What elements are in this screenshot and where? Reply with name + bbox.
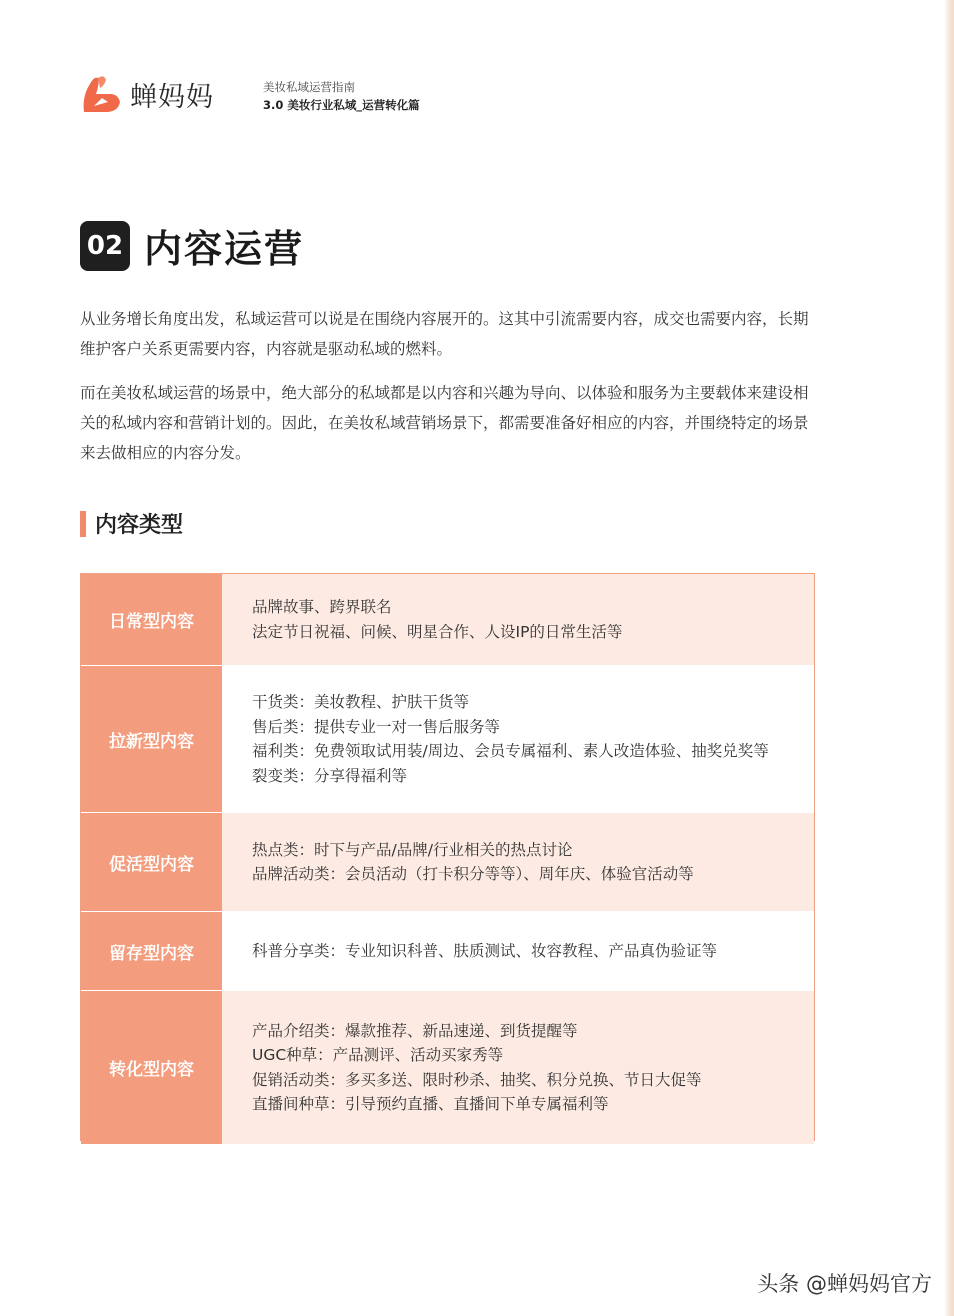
- row-label: 留存型内容: [81, 912, 222, 990]
- row-line: 福利类：免费领取试用装/周边、会员专属福利、素人改造体验、抽奖兑奖等: [252, 742, 769, 760]
- page-edge-strip: [944, 0, 954, 1316]
- guide-title: 美妆私域运营指南: [263, 80, 355, 94]
- row-line: 直播间种草：引导预约直播、直播间下单专属福利等: [252, 1095, 609, 1113]
- row-label: 拉新型内容: [81, 666, 222, 812]
- brand-name: 蝉妈妈: [130, 81, 214, 113]
- row-line: 售后类：提供专业一对一售后服务等: [252, 717, 501, 736]
- intro-paragraph-1: 从业务增长角度出发，私域运营可以说是在围绕内容展开的。这其中引流需要内容，成交也需要内容，长期维护客户关系更需要内容，内容就是驱动私域的燃料。: [80, 310, 809, 358]
- section-number-badge: 02: [80, 221, 130, 271]
- chapter-title: 3.0 美妆行业私域_运营转化篇: [263, 98, 420, 112]
- row-line: 科普分享类：专业知识科普、肤质测试、妆容教程、产品真伪验证等: [252, 941, 718, 960]
- table-row: [81, 574, 814, 665]
- source-watermark: 头条 @蝉妈妈官方: [757, 1272, 932, 1296]
- row-line: 品牌活动类：会员活动（打卡积分等等）、周年庆、体验官活动等: [252, 865, 694, 883]
- row-line: 产品介绍类：爆款推荐、新品速递、到货提醒等: [252, 1021, 578, 1040]
- row-body: [222, 813, 814, 911]
- row-body: [222, 912, 814, 990]
- cicada-logo-icon: [80, 72, 122, 116]
- row-line: UGC种草：产品测评、活动买家秀等: [252, 1046, 504, 1064]
- table-row: [81, 991, 814, 1144]
- content-types-subheading: [80, 508, 183, 539]
- intro-paragraph-2: 而在美妆私域运营的场景中，绝大部分的私域都是以内容和兴趣为导向、以体验和服务为主要载体来建设相关的私域内容和营销计划的。因此，在美妆私域营销场景下，都需要准备好相应的内容，并围绕特定的场景来去做相应的内容分发。: [80, 384, 809, 462]
- row-label: 日常型内容: [81, 574, 222, 665]
- row-body: [222, 666, 814, 812]
- subheading-accent-bar: [80, 511, 86, 537]
- subheading-text: 内容类型: [95, 513, 184, 538]
- row-body: [222, 574, 814, 665]
- row-label: 转化型内容: [81, 991, 222, 1144]
- row-line: 裂变类：分享得福利等: [252, 766, 408, 785]
- row-line: 品牌故事、跨界联名: [252, 598, 392, 616]
- row-label: 促活型内容: [81, 813, 222, 911]
- brand-logo: [80, 70, 220, 118]
- header-meta: [263, 79, 420, 113]
- table-row: [81, 666, 814, 812]
- content-types-table: [80, 573, 815, 1141]
- table-row: [81, 912, 814, 990]
- row-line: 热点类：时下与产品/品牌/行业相关的热点讨论: [252, 840, 573, 859]
- row-body: [222, 991, 814, 1144]
- table-row: [81, 813, 814, 911]
- row-line: 干货类：美妆教程、护肤干货等: [252, 693, 470, 711]
- section-title: [80, 218, 304, 273]
- row-line: 促销活动类：多买多送、限时秒杀、抽奖、积分兑换、节日大促等: [252, 1070, 702, 1089]
- row-line: 法定节日祝福、问候、明星合作、人设IP的日常生活等: [252, 622, 623, 641]
- section-heading: 内容运营: [144, 227, 305, 271]
